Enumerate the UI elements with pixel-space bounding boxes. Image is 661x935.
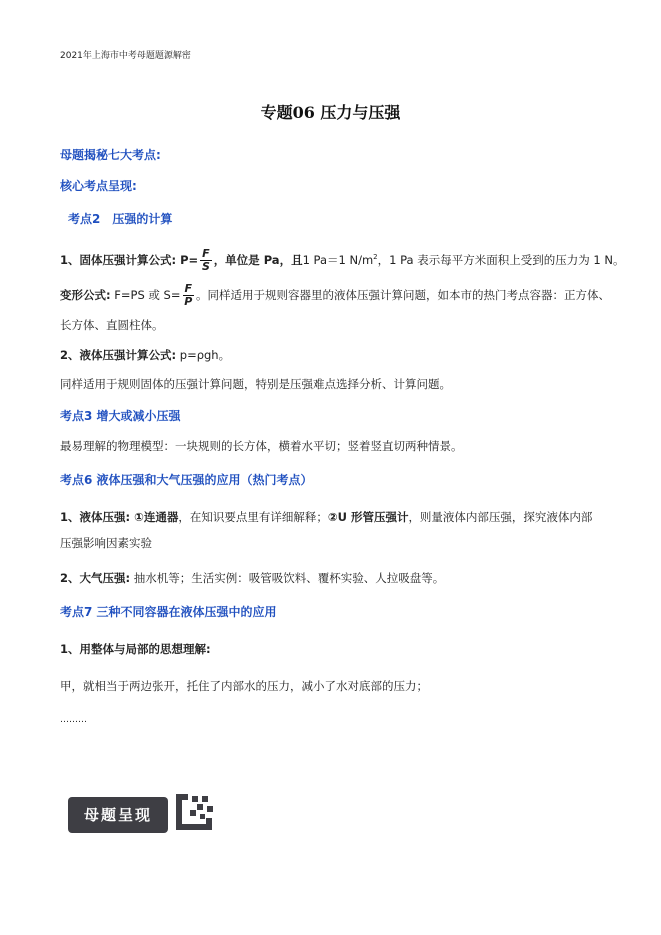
- page-title: 专题06 压力与压强: [260, 103, 401, 122]
- page-header: 2021年上海市中考母题题源解密: [60, 51, 191, 61]
- logo-mark-icon: [170, 790, 220, 834]
- fraction-f-over-s: $\frac{F}{S}$: [201, 247, 210, 273]
- logo-text: 母题呈现: [83, 806, 152, 824]
- line-physical-model: 最易理解的物理模型：一块规则的长方体，横着水平切；竖着竖直切两种情景。: [60, 439, 463, 453]
- line-experiment: 压强影响因素实验: [60, 536, 152, 550]
- topic2-heading: 考点2 压强的计算: [68, 212, 173, 226]
- line-atmospheric-pressure: 2、大气压强: 抽水机等；生活实例：吸管吸饮料、覆杯实验、人拉吸盘等。: [60, 571, 445, 585]
- line-shapes: 长方体、直圆柱体。: [60, 318, 164, 332]
- topic7-heading: 考点7 三种不同容器在液体压强中的应用: [60, 605, 277, 619]
- intro-heading: 母题揭秘七大考点:: [60, 148, 161, 162]
- line-liquid-pressure-formula: 2、液体压强计算公式: p=ρgh。: [60, 348, 231, 362]
- core-heading: 核心考点呈现:: [60, 179, 137, 193]
- mother-question-logo: [68, 797, 168, 833]
- line-derived-formula: 变形公式: F=PS 或 S= $\frac{F}{P}$ 。同样适用于规则容器里的液体压强计算问题，如本市的热门考点容器：正方体、: [60, 282, 611, 308]
- fraction-f-over-p: $\frac{F}{P}$: [184, 282, 193, 308]
- ellipsis: ………: [60, 715, 87, 725]
- topic3-heading: 考点3 增大或减小压强: [60, 409, 181, 423]
- topic6-heading: 考点6 液体压强和大气压强的应用（热门考点）: [60, 473, 313, 487]
- line-whole-part-idea: 1、用整体与局部的思想理解:: [60, 642, 211, 656]
- line-liquid-pressure-apps: 1、液体压强: ①连通器，在知识要点里有详细解释；②U 形管压强计，则量液体内部压强，探究液体内部: [60, 510, 593, 524]
- line-solid-pressure-formula: 1、固体压强计算公式: P= $\frac{F}{S}$ ，单位是 Pa，且1 Pa＝1 $N/m^2$，1 Pa 表示每平方米面积上受到的压力为 1 N。: [60, 247, 625, 273]
- line-explanation: 甲，就相当于两边张开，托住了内部水的压力，减小了水对底部的压力；: [60, 679, 428, 693]
- line-applies-solid: 同样适用于规则固体的压强计算问题，特别是压强难点选择分析、计算问题。: [60, 377, 451, 391]
